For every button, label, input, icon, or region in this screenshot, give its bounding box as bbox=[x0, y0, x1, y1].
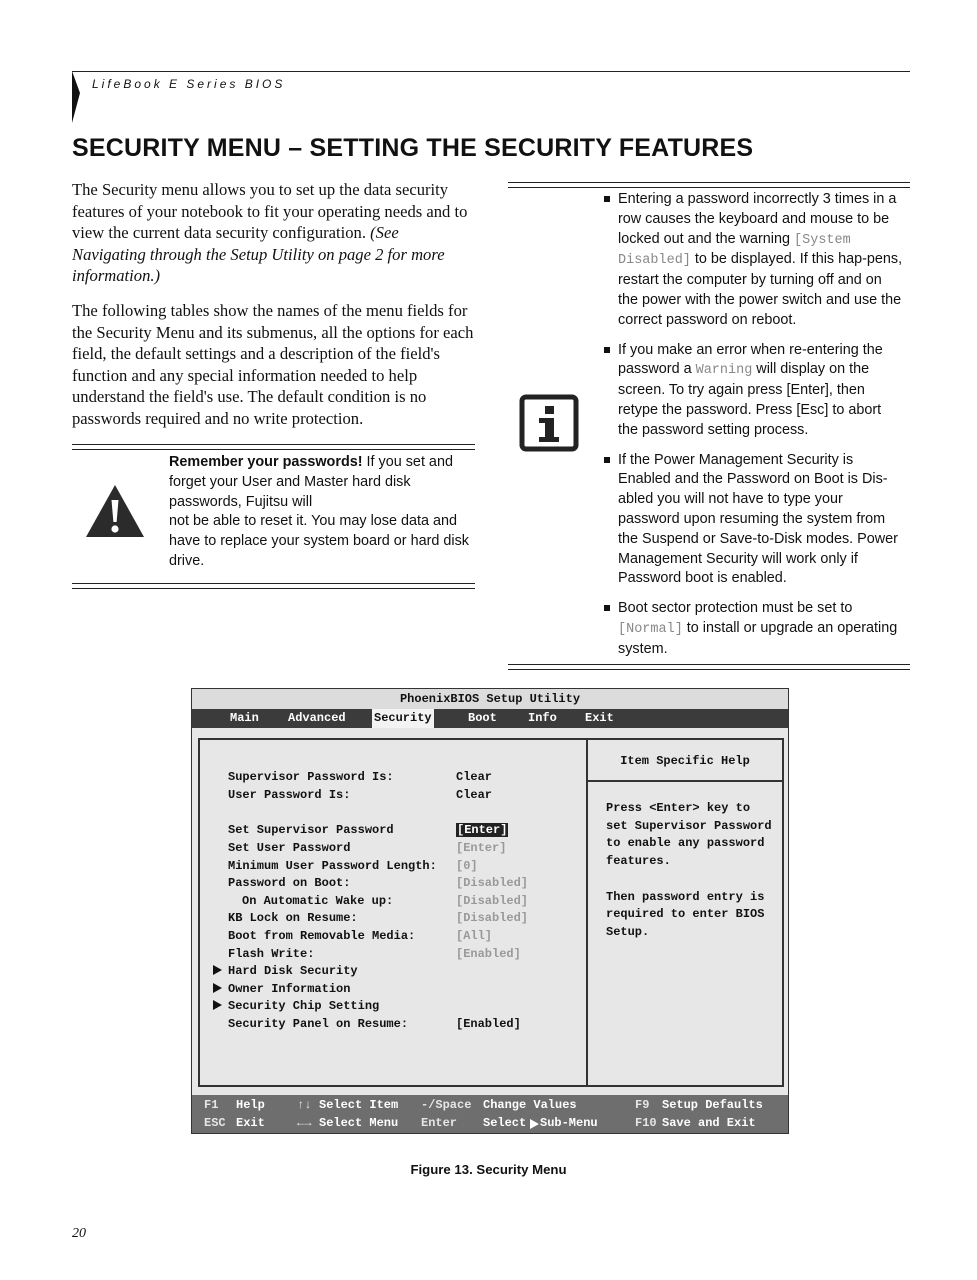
bios-setting-label: Password on Boot: bbox=[228, 876, 351, 890]
footer-desc-wrap bbox=[483, 1115, 526, 1132]
bios-menu-main[interactable]: Main bbox=[230, 711, 259, 725]
footer-key: F10 bbox=[635, 1116, 657, 1130]
submenu-arrow-icon bbox=[213, 1000, 222, 1010]
bios-setting-label: Supervisor Password Is: bbox=[228, 770, 394, 784]
info-note-code: [Normal] bbox=[618, 621, 683, 637]
info-note-item bbox=[602, 451, 904, 590]
bios-setting-label: Set Supervisor Password bbox=[228, 823, 394, 837]
info-note-text: Boot sector protection must be set to bbox=[618, 600, 853, 617]
bios-menu-info[interactable]: Info bbox=[528, 711, 557, 725]
bios-setting-value[interactable]: [Disabled] bbox=[456, 894, 529, 908]
bios-setting-label: Boot from Removable Media: bbox=[228, 929, 416, 943]
bios-setting-label: KB Lock on Resume: bbox=[228, 911, 358, 925]
footer-key: -/Space bbox=[421, 1098, 472, 1112]
submenu-arrow-icon bbox=[213, 965, 222, 975]
footer-desc-wrap bbox=[319, 1097, 398, 1114]
footer-desc-wrap bbox=[319, 1115, 398, 1132]
footer-key-description: Change Values bbox=[483, 1098, 577, 1112]
bios-setting-value[interactable]: Clear bbox=[456, 788, 493, 802]
figure-caption: Figure 13. Security Menu bbox=[410, 1162, 567, 1177]
bios-setting-label: Hard Disk Security bbox=[228, 964, 358, 978]
submenu-arrow-icon bbox=[530, 1119, 539, 1129]
bios-setting-label: On Automatic Wake up: bbox=[242, 894, 394, 908]
footer-key: Enter bbox=[421, 1116, 458, 1130]
footer-key-wrap bbox=[204, 1097, 218, 1114]
footer-key-wrap bbox=[297, 1097, 311, 1114]
info-note-item bbox=[602, 599, 904, 659]
footer-key-wrap bbox=[421, 1097, 471, 1114]
help-panel-title: Item Specific Help bbox=[620, 754, 750, 768]
bios-menu-advanced[interactable]: Advanced bbox=[288, 711, 346, 725]
footer-key-description: Save and Exit bbox=[662, 1116, 756, 1130]
page-number: 20 bbox=[72, 1226, 86, 1241]
footer-key-description: Select Item bbox=[319, 1098, 399, 1112]
bios-setting-label: User Password Is: bbox=[228, 788, 351, 802]
bios-menu-bar bbox=[192, 709, 788, 728]
footer-key-description: Select Menu bbox=[319, 1116, 399, 1130]
warning-top-rule bbox=[72, 444, 475, 450]
warning-bottom-rule bbox=[72, 583, 475, 589]
footer-key-wrap bbox=[635, 1115, 657, 1132]
bios-title-bar: PhoenixBIOS Setup Utility bbox=[192, 689, 788, 709]
info-icon bbox=[519, 394, 579, 452]
footer-key-wrap bbox=[297, 1115, 311, 1132]
footer-key-description: Sub-Menu bbox=[540, 1116, 598, 1130]
footer-key-wrap bbox=[204, 1115, 226, 1132]
header-tab-marker bbox=[72, 71, 80, 123]
info-notes-list bbox=[602, 190, 904, 670]
bios-setting-label: Flash Write: bbox=[228, 947, 315, 961]
bullet-square-icon bbox=[604, 457, 610, 463]
bios-main-panel bbox=[198, 738, 784, 1087]
warning-note bbox=[169, 453, 469, 572]
footer-key: ←→ bbox=[297, 1116, 312, 1130]
bios-setting-value[interactable]: [Enabled] bbox=[456, 1017, 521, 1031]
info-note-code: [System Disabled] bbox=[618, 232, 851, 269]
bios-setting-value[interactable]: [0] bbox=[456, 859, 478, 873]
info-note-text: If you make an error when re-entering the password a bbox=[618, 341, 883, 378]
warning-text-1: If you set and forget your User and Master hard disk passwords, Fujitsu will bbox=[169, 454, 453, 510]
submenu-arrow-icon bbox=[213, 983, 222, 993]
footer-key-wrap bbox=[421, 1115, 457, 1132]
info-note-text: to be displayed. If this hap-pens, restart the computer by turning off and on the power with the power switch and use the correct password on reboot. bbox=[618, 251, 903, 328]
bios-menu-exit[interactable]: Exit bbox=[585, 711, 614, 725]
info-bottom-rule bbox=[508, 664, 910, 670]
running-title: LifeBook E Series BIOS bbox=[92, 77, 286, 91]
bullet-square-icon bbox=[604, 196, 610, 202]
header-rule bbox=[72, 71, 910, 72]
intro-paragraph-1 bbox=[72, 179, 476, 287]
footer-desc-wrap bbox=[483, 1097, 577, 1114]
bios-setup-screen bbox=[191, 688, 789, 1134]
bios-setting-value[interactable]: [Enter] bbox=[457, 823, 508, 837]
bios-setting-label: Owner Information bbox=[228, 982, 351, 996]
bios-menu-security[interactable]: Security bbox=[372, 709, 434, 728]
footer-key: F9 bbox=[635, 1098, 650, 1112]
bios-setting-value[interactable]: [All] bbox=[456, 929, 493, 943]
intro-p1-reference: (See Navigating through the Setup Utility on page 2 for more information.) bbox=[72, 223, 445, 286]
info-note-text: Entering a password incorrectly 3 times in a row causes the keyboard and mouse to be locked out and the warning bbox=[618, 191, 897, 247]
info-note-item bbox=[602, 190, 904, 331]
info-note-text: will display on the screen. To try again press [Enter], then retype the password. Press [Esc] to abort the password setting process. bbox=[618, 361, 882, 438]
bios-footer-keys bbox=[192, 1095, 788, 1133]
help-panel-text: Press <Enter> key to set Supervisor Password to enable any password features. Then password entry is required to enter BIOS Setup. bbox=[606, 801, 772, 939]
bios-setting-value[interactable]: Clear bbox=[456, 770, 493, 784]
footer-desc-wrap bbox=[540, 1115, 598, 1132]
bios-setting-value[interactable]: [Disabled] bbox=[456, 876, 529, 890]
warning-heading: Remember your passwords! bbox=[169, 454, 363, 470]
footer-key: ESC bbox=[204, 1116, 226, 1130]
info-note-code: Warning bbox=[695, 363, 753, 379]
bios-setting-label: Set User Password bbox=[228, 841, 351, 855]
bullet-square-icon bbox=[604, 347, 610, 353]
bios-setting-value[interactable]: [Disabled] bbox=[456, 911, 529, 925]
footer-key: ↑↓ bbox=[297, 1098, 312, 1112]
bios-setting-value[interactable]: [Enter] bbox=[456, 841, 507, 855]
footer-key-description: Setup Defaults bbox=[662, 1098, 763, 1112]
footer-key-wrap bbox=[635, 1097, 649, 1114]
footer-key-description: Exit bbox=[236, 1116, 265, 1130]
warning-text-2: not be able to reset it. You may lose data and have to replace your system board or hard disk drive. bbox=[169, 513, 469, 569]
intro-p1-text: The Security menu allows you to set up the data security features of your notebook to fit your operating needs and to view the current data security configuration. bbox=[72, 180, 468, 243]
info-note-text: to install or upgrade an operating system. bbox=[618, 619, 898, 657]
bios-setting-value[interactable]: [Enabled] bbox=[456, 947, 521, 961]
info-note-item bbox=[602, 341, 904, 441]
warning-triangle-icon bbox=[84, 483, 146, 539]
page-title: SECURITY MENU – SETTING THE SECURITY FEATURES bbox=[72, 134, 754, 162]
footer-key: F1 bbox=[204, 1098, 219, 1112]
footer-desc-wrap bbox=[662, 1097, 763, 1114]
bios-panel-divider bbox=[586, 740, 588, 1085]
bios-menu-boot[interactable]: Boot bbox=[468, 711, 497, 725]
help-panel-separator bbox=[588, 780, 782, 782]
info-top-rule bbox=[508, 182, 910, 188]
footer-desc-wrap bbox=[236, 1097, 265, 1114]
footer-key-description: Select bbox=[483, 1116, 527, 1130]
footer-desc-wrap bbox=[662, 1115, 756, 1132]
bullet-square-icon bbox=[604, 605, 610, 611]
footer-desc-wrap bbox=[236, 1115, 265, 1132]
footer-key-description: Help bbox=[236, 1098, 265, 1112]
bios-setting-label: Security Panel on Resume: bbox=[228, 1017, 409, 1031]
intro-paragraph-2: The following tables show the names of the menu fields for the Security Menu and its submenus, all the options for each field, the default settings and a description of the field's function and any special information needed to help understand the field's use. The default condition is no passwords required and no write protection. bbox=[72, 301, 474, 428]
info-note-text: If the Power Management Security is Enabled and the Password on Boot is Dis-abled you will not have to type your password upon resuming the system from the Suspend or Save-to-Disk modes. Power Management Security will work only if Password boot is enabled. bbox=[618, 451, 898, 587]
bios-setting-label: Minimum User Password Length: bbox=[228, 859, 437, 873]
bios-setting-label: Security Chip Setting bbox=[228, 999, 380, 1013]
